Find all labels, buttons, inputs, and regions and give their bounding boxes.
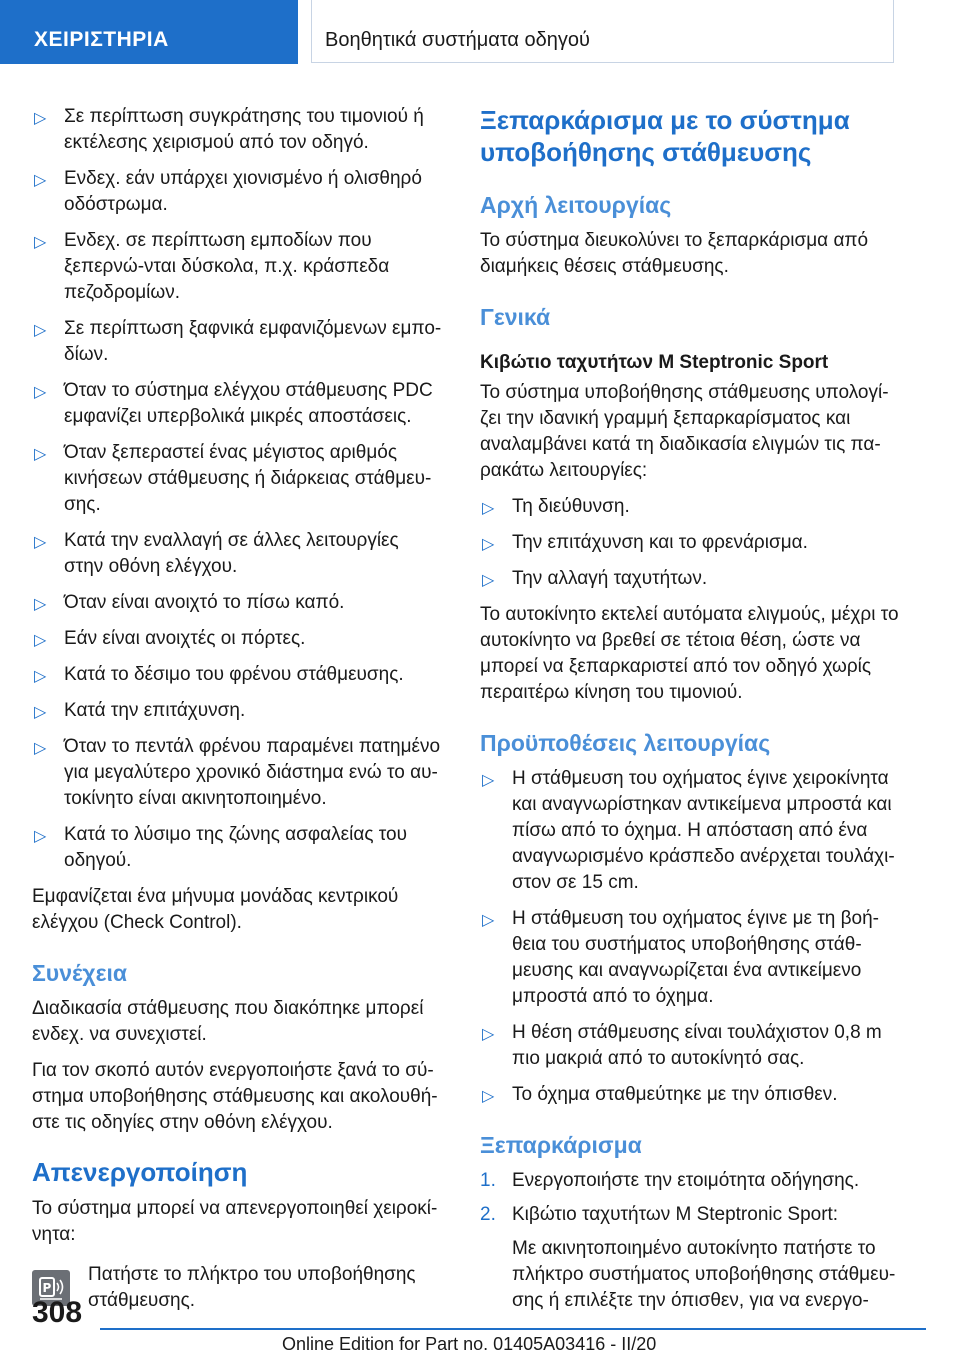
bullet-triangle-icon: ▷: [34, 740, 47, 757]
list-item: [32, 822, 442, 874]
list-item-text: Όταν το σύστημα ελέγχου στάθμευσης PDC εμφανίζει υπερβολικά μικρές αποστάσεις.: [64, 380, 433, 427]
list-item: [480, 1020, 900, 1072]
bullet-triangle-icon: ▷: [482, 572, 495, 589]
unparking-main-heading: Ξεπαρκάρισμα με το σύστημα υποβοήθησης στάθμευσης: [480, 105, 850, 167]
list-item-text: Κατά το λύσιμο της ζώνης ασφαλείας του οδηγού.: [64, 824, 407, 871]
bullet-triangle-icon: ▷: [482, 1088, 495, 1105]
header-section-title: ΧΕΙΡΙΣΤΗΡΙΑ: [34, 28, 169, 51]
list-item: [480, 530, 900, 556]
list-item: [32, 698, 442, 724]
principle-heading: Αρχή λειτουργίας: [480, 192, 672, 218]
list-item-text: Σε περίπτωση συγκράτησης του τιμονιού ή εκτέλεσης χειρισμού από τον οδηγό.: [64, 106, 424, 153]
bullet-triangle-icon: ▷: [34, 234, 47, 251]
bullet-triangle-icon: ▷: [34, 446, 47, 463]
bullet-triangle-icon: ▷: [34, 534, 47, 551]
bullet-triangle-icon: ▷: [34, 596, 47, 613]
header-chapter-box: [311, 0, 894, 63]
list-item-text: Η στάθμευση του οχήματος έγινε με τη βοή-θεια του συστήματος υποβοήθησης στάθ-μευσης και αναγνωρίζεται ένα αντικείμενο μπροστά από το όχημα.: [512, 908, 880, 1007]
list-item: [32, 316, 442, 368]
bullet-triangle-icon: ▷: [34, 110, 47, 127]
step-item: [480, 1202, 900, 1228]
list-item-text: Όταν ξεπεραστεί ένας μέγιστος αριθμός κινήσεων στάθμευσης ή διάρκειας στάθμευ-σης.: [64, 442, 432, 515]
list-item: [480, 566, 900, 592]
list-item-text: Η θέση στάθμευσης είναι τουλάχιστον 0,8 m πιο μακριά από το αυτοκίνητό σας.: [512, 1022, 882, 1069]
list-item: [480, 766, 900, 896]
list-item: [32, 662, 442, 688]
bullet-triangle-icon: ▷: [34, 172, 47, 189]
list-item: [480, 494, 900, 520]
steptronic-paragraph: Το σύστημα υποβοήθησης στάθμευσης υπολογί-ζει την ιδανική γραμμή ξεπαρκαρίσματος και αναλαμβάνει κατά τη διαδικασία ελιγμών τις πα-ρακάτω λειτουργίες:: [480, 382, 889, 481]
bullet-triangle-icon: ▷: [482, 500, 495, 517]
list-item-text: Κατά το δέσιμο του φρένου στάθμευσης.: [64, 664, 404, 685]
list-item-text: Το όχημα σταθμεύτηκε με την όπισθεν.: [512, 1084, 838, 1105]
steptronic-heading: Κιβώτιο ταχυτήτων M Steptronic Sport: [480, 352, 829, 373]
bullet-triangle-icon: ▷: [482, 772, 495, 789]
prerequisites-bullet-list: [480, 766, 900, 1108]
list-item-text: Την επιτάχυνση και το φρενάρισμα.: [512, 532, 808, 553]
bullet-triangle-icon: ▷: [34, 322, 47, 339]
button-instruction-text: Πατήστε το πλήκτρο του υποβοήθησης στάθμευσης.: [88, 1264, 416, 1311]
list-item-text: Η στάθμευση του οχήματος έγινε χειροκίνητα και αναγνωρίστηκαν αντικείμενα μπροστά και πίσω από το όχημα. Η απόσταση από ένα αναγνωρισμένο κράσπεδο ανέρχεται τουλάχι-στον σε 15 cm.: [512, 768, 895, 893]
step-text: Ενεργοποιήστε την ετοιμότητα οδήγησης.: [512, 1170, 860, 1191]
step-item: [480, 1168, 900, 1194]
bullet-triangle-icon: ▷: [34, 668, 47, 685]
list-item-text: Ενδεχ. εάν υπάρχει χιονισμένο ή ολισθηρό οδόστρωμα.: [64, 168, 422, 215]
right-column: [480, 104, 900, 1322]
list-item: [32, 104, 442, 156]
step-text: Κιβώτιο ταχυτήτων M Steptronic Sport:: [512, 1204, 839, 1225]
list-item-text: Κατά την επιτάχυνση.: [64, 700, 246, 721]
page-number: 308: [32, 1296, 83, 1329]
check-control-note: Εμφανίζεται ένα μήνυμα μονάδας κεντρικού ελέγχου (Check Control).: [32, 886, 399, 933]
list-item-text: Εάν είναι ανοιχτές οι πόρτες.: [64, 628, 306, 649]
continue-heading: Συνέχεια: [32, 960, 128, 986]
prerequisites-heading: Προϋποθέσεις λειτουργίας: [480, 730, 771, 756]
bullet-triangle-icon: ▷: [482, 536, 495, 553]
list-item-text: Ενδεχ. σε περίπτωση εμποδίων που ξεπερνώ-νται δύσκολα, π.χ. κράσπεδα πεζοδρομίων.: [64, 230, 390, 303]
list-item-text: Τη διεύθυνση.: [512, 496, 630, 517]
deactivate-heading: Απενεργοποίηση: [32, 1157, 248, 1187]
step-number: 1.: [480, 1170, 496, 1191]
footer-rule: [100, 1328, 926, 1330]
list-item: [32, 734, 442, 812]
footer-edition: Online Edition for Part no. 01405A03416 - II/20: [282, 1334, 657, 1354]
continue-paragraph-1: Διαδικασία στάθμευσης που διακόπηκε μπορεί ενδεχ. να συνεχιστεί.: [32, 998, 424, 1045]
list-item: [32, 440, 442, 518]
svg-text:P: P: [42, 1281, 52, 1295]
list-item: [32, 378, 442, 430]
general-heading: Γενικά: [480, 304, 551, 330]
unpark-steps-list: [480, 1168, 900, 1228]
step-2-continuation: Με ακινητοποιημένο αυτοκίνητο πατήστε το πλήκτρο συστήματος υποβοήθησης στάθμευ-σης ή επιλέξτε την όπισθεν, για να ενεργο-: [512, 1238, 896, 1311]
left-bullet-list: [32, 104, 442, 874]
steptronic-bullet-list: [480, 494, 900, 592]
list-item: [480, 906, 900, 1010]
continue-paragraph-2: Για τον σκοπό αυτόν ενεργοποιήστε ξανά το σύ-στημα υποβοήθησης στάθμευσης και ακολουθή-στε τις οδηγίες στην οθόνη ελέγχου.: [32, 1060, 438, 1133]
left-column: [32, 104, 442, 1314]
list-item-text: Όταν είναι ανοιχτό το πίσω καπό.: [64, 592, 345, 613]
list-item: [480, 1082, 900, 1108]
bullet-triangle-icon: ▷: [482, 912, 495, 929]
list-item-text: Την αλλαγή ταχυτήτων.: [512, 568, 708, 589]
bullet-triangle-icon: ▷: [482, 1026, 495, 1043]
header-section-tab: [0, 0, 298, 64]
steptronic-after-paragraph: Το αυτοκίνητο εκτελεί αυτόματα ελιγμούς, μέχρι το αυτοκίνητο να βρεθεί σε τέτοια θέση, ώστε να μπορεί να ξεπαρκαριστεί από τον οδηγό χωρίς περαιτέρω κίνηση του τιμονιού.: [480, 604, 899, 703]
bullet-triangle-icon: ▷: [34, 828, 47, 845]
list-item: [32, 528, 442, 580]
principle-paragraph: Το σύστημα διευκολύνει το ξεπαρκάρισμα από διαμήκεις θέσεις στάθμευσης.: [480, 230, 869, 277]
list-item: [32, 590, 442, 616]
list-item-text: Όταν το πεντάλ φρένου παραμένει πατημένο για μεγαλύτερο χρονικό διάστημα ενώ το αυ-τοκίνητο είναι ακινητοποιημένο.: [64, 736, 441, 809]
bullet-triangle-icon: ▷: [34, 632, 47, 649]
list-item: [32, 228, 442, 306]
bullet-triangle-icon: ▷: [34, 704, 47, 721]
unpark-heading: Ξεπαρκάρισμα: [480, 1132, 642, 1158]
step-number: 2.: [480, 1204, 496, 1225]
deactivate-paragraph: Το σύστημα μπορεί να απενεργοποιηθεί χειροκί-νητα:: [32, 1198, 438, 1245]
list-item: [32, 166, 442, 218]
list-item-text: Σε περίπτωση ξαφνικά εμφανιζόμενων εμπο-δίων.: [64, 318, 442, 365]
bullet-triangle-icon: ▷: [34, 384, 47, 401]
list-item: [32, 626, 442, 652]
header-chapter-title: Βοηθητικά συστήματα οδηγού: [325, 29, 590, 51]
list-item-text: Κατά την εναλλαγή σε άλλες λειτουργίες στην οθόνη ελέγχου.: [64, 530, 399, 577]
button-instruction-row: [32, 1262, 442, 1314]
